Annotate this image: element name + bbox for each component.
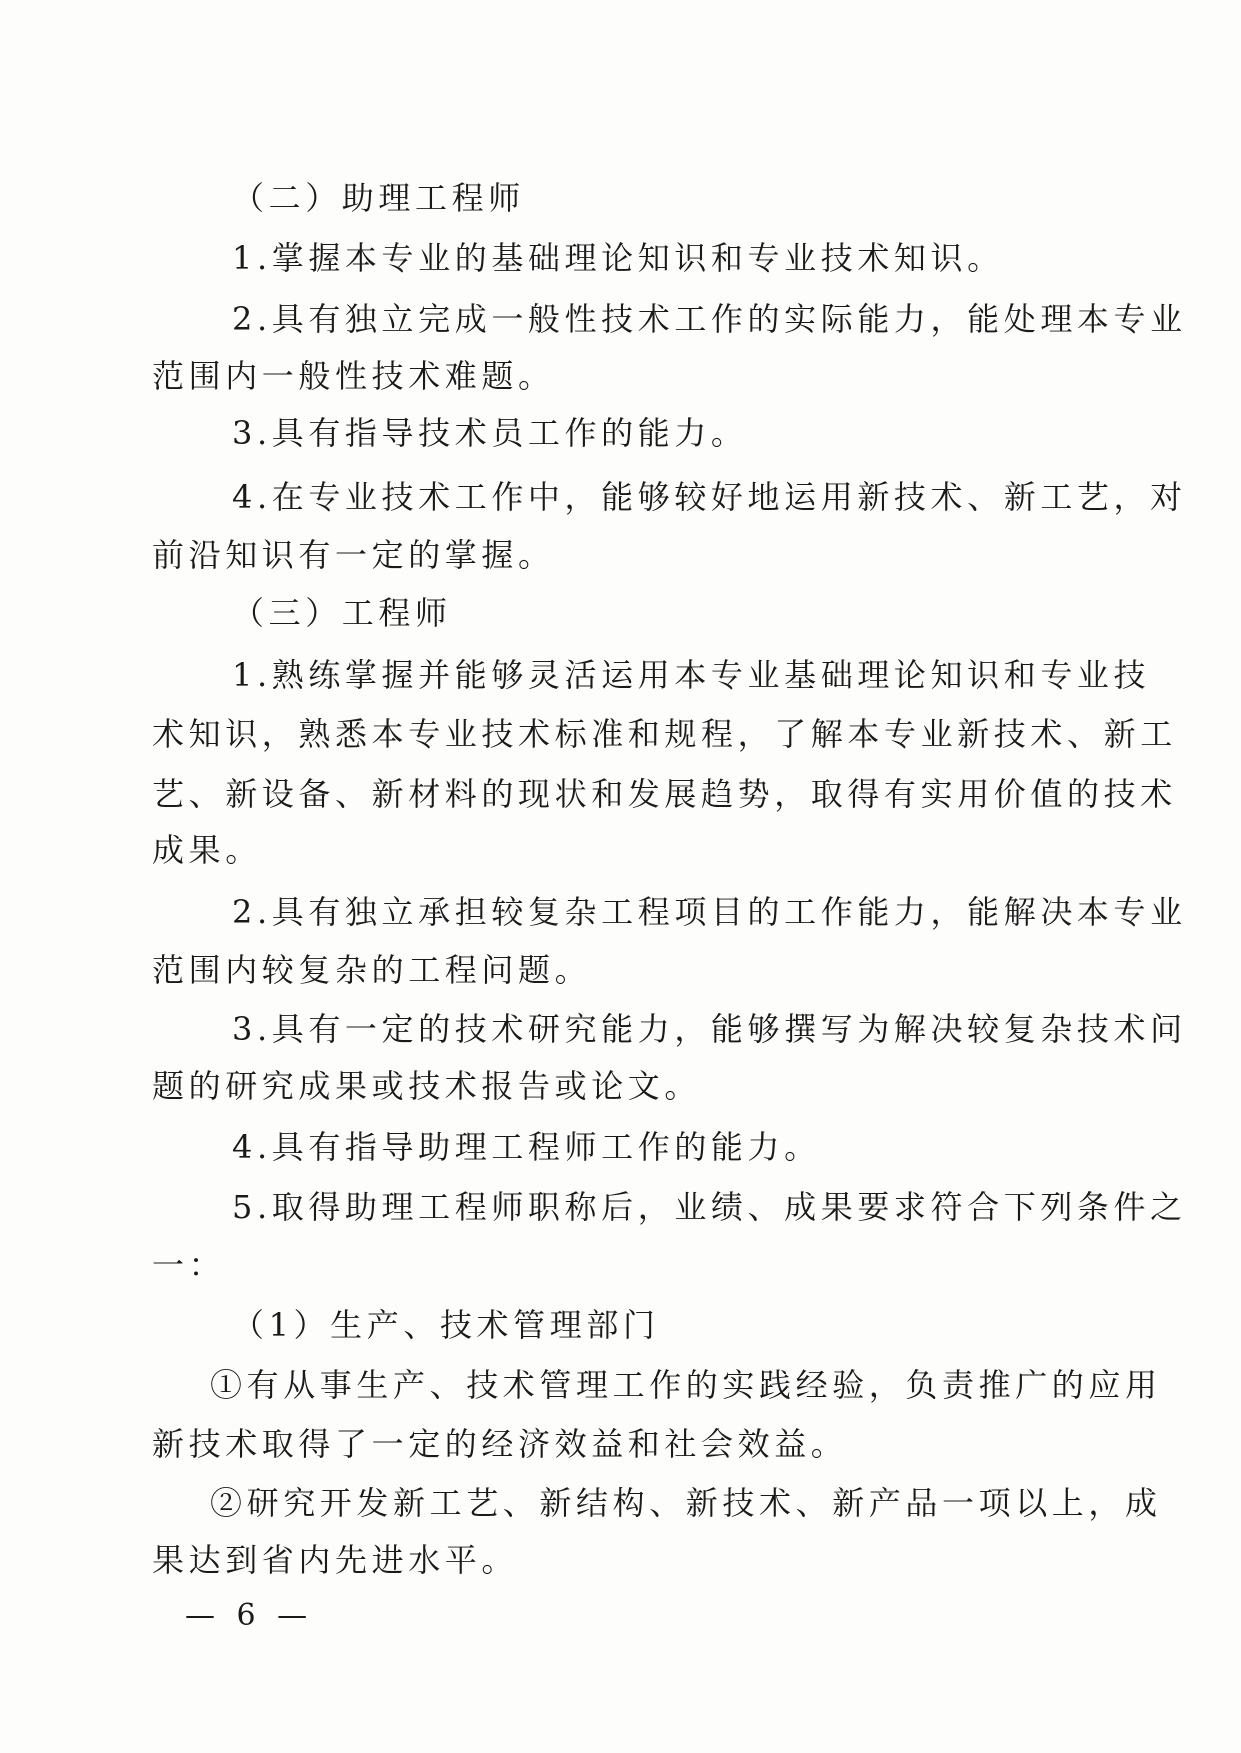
paragraph-line: 2.具有独立完成一般性技术工作的实际能力，能处理本专业 xyxy=(232,300,1187,338)
paragraph-line: 新技术取得了一定的经济效益和社会效益。 xyxy=(152,1425,848,1463)
paragraph-line: 4.在专业技术工作中，能够较好地运用新技术、新工艺，对 xyxy=(232,478,1187,516)
section-heading-assistant-engineer: （二）助理工程师 xyxy=(232,179,525,217)
section-heading-engineer: （三）工程师 xyxy=(232,594,452,632)
paragraph-line: 成果。 xyxy=(152,831,262,869)
subsection-heading: （1）生产、技术管理部门 xyxy=(232,1306,660,1344)
paragraph-line: 一： xyxy=(152,1246,226,1284)
paragraph-line: 题的研究成果或技术报告或论文。 xyxy=(152,1067,702,1105)
paragraph-line: 艺、新设备、新材料的现状和发展趋势，取得有实用价值的技术 xyxy=(152,775,1177,813)
paragraph-line: 1.熟练掌握并能够灵活运用本专业基础理论知识和专业技 xyxy=(232,656,1151,694)
paragraph-line: 5.取得助理工程师职称后，业绩、成果要求符合下列条件之 xyxy=(232,1188,1187,1226)
page-number: — 6 — xyxy=(185,1598,314,1633)
paragraph-line: 范围内较复杂的工程问题。 xyxy=(152,951,592,989)
paragraph-line: 3.具有一定的技术研究能力，能够撰写为解决较复杂技术问 xyxy=(232,1010,1187,1048)
paragraph-line: 2.具有独立承担较复杂工程项目的工作能力，能解决本专业 xyxy=(232,893,1187,931)
paragraph-line: 3.具有指导技术员工作的能力。 xyxy=(232,414,748,452)
paragraph-line: 1.掌握本专业的基础理论知识和专业技术知识。 xyxy=(232,239,1004,277)
paragraph-line: 前沿知识有一定的掌握。 xyxy=(152,536,555,574)
paragraph-line: ②研究开发新工艺、新结构、新技术、新产品一项以上，成 xyxy=(210,1484,1162,1522)
paragraph-line: 范围内一般性技术难题。 xyxy=(152,357,555,395)
paragraph-line: ①有从事生产、技术管理工作的实践经验，负责推广的应用 xyxy=(210,1366,1162,1404)
paragraph-line: 4.具有指导助理工程师工作的能力。 xyxy=(232,1128,821,1166)
paragraph-line: 术知识，熟悉本专业技术标准和规程，了解本专业新技术、新工 xyxy=(152,715,1177,753)
paragraph-line: 果达到省内先进水平。 xyxy=(152,1541,519,1579)
